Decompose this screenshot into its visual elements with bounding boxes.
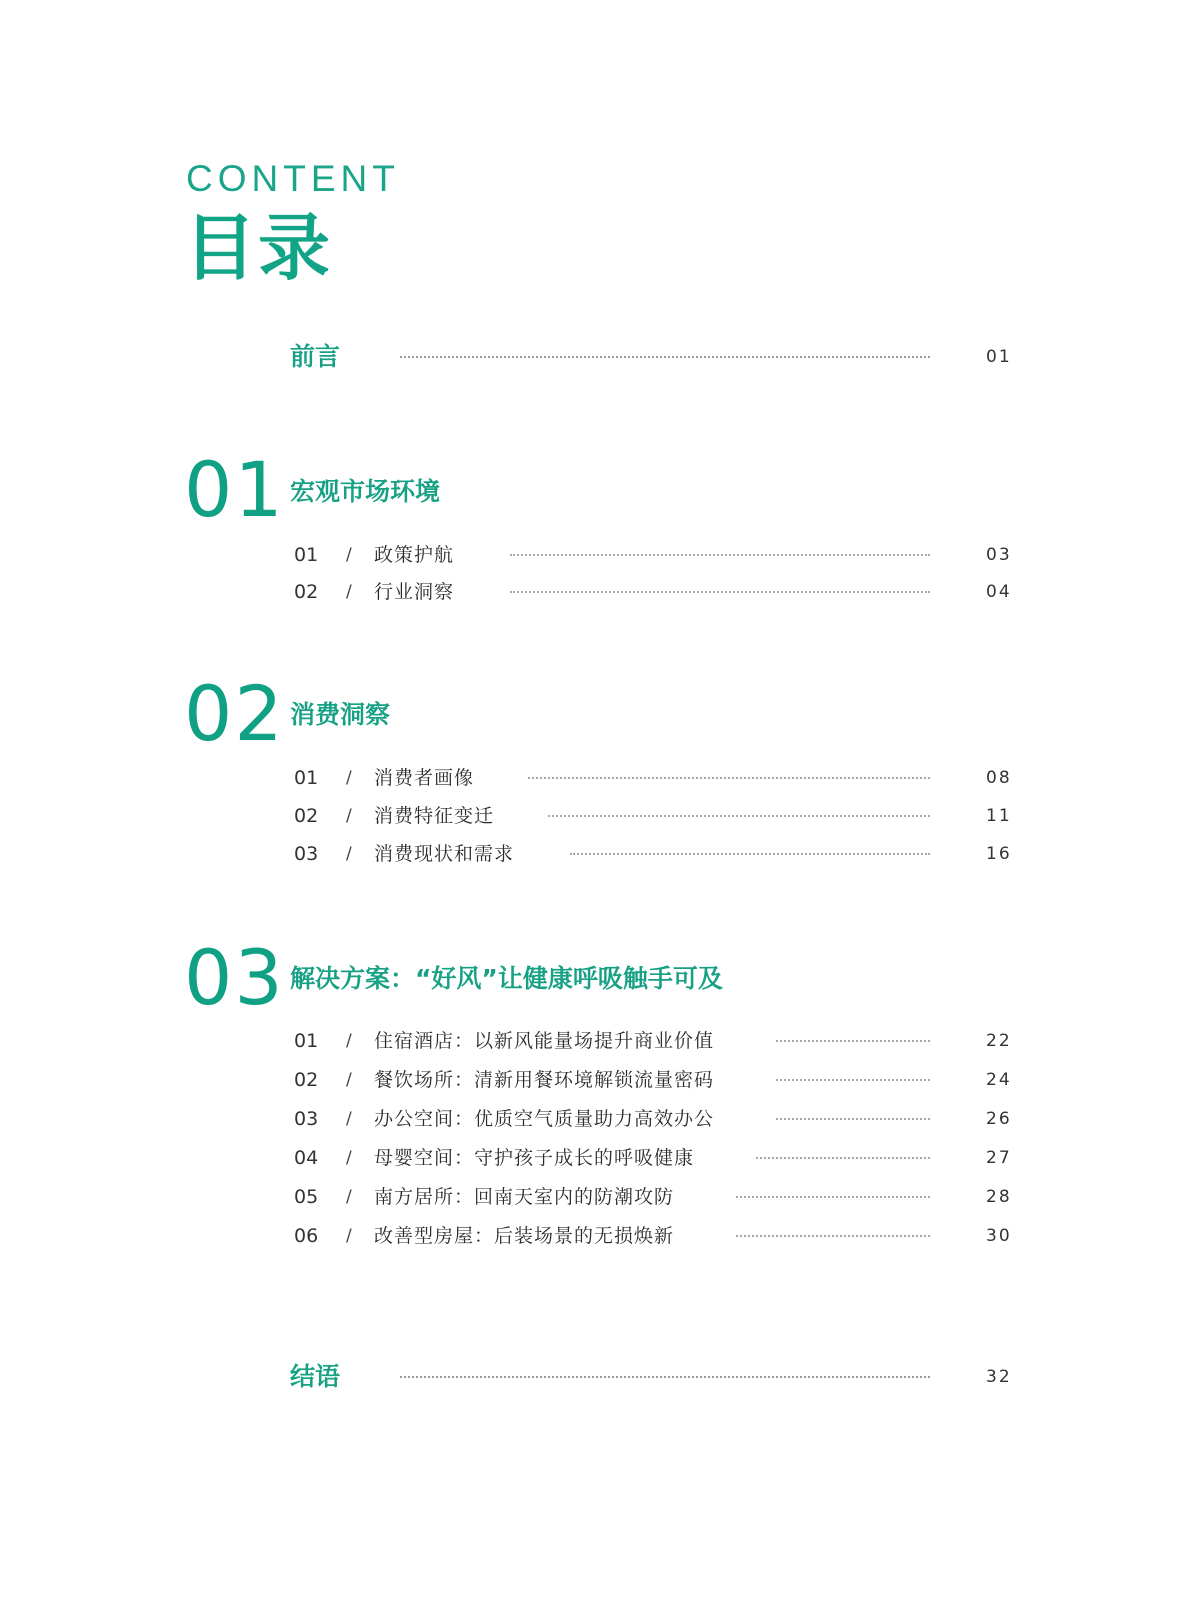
toc-subentry[interactable] <box>0 1180 1200 1214</box>
page-number: 04 <box>986 582 1012 602</box>
subentry-number: 02 <box>294 1069 319 1091</box>
subentry-title: 消费现状和需求 <box>374 843 515 865</box>
subentry-separator: / <box>346 582 352 602</box>
leader-dots <box>400 1376 930 1378</box>
toc-subentry[interactable] <box>0 1219 1200 1253</box>
page-number: 16 <box>986 844 1012 864</box>
toc-subentry[interactable] <box>0 1141 1200 1175</box>
subentry-separator: / <box>346 1070 352 1090</box>
page-number: 27 <box>986 1148 1012 1168</box>
section-title: 宏观市场环境 <box>290 477 441 506</box>
subentry-separator: / <box>346 844 352 864</box>
toc-subentry[interactable] <box>0 538 1200 572</box>
leader-dots <box>776 1079 930 1081</box>
section-number: 02 <box>184 669 285 758</box>
subentry-number: 01 <box>294 544 319 566</box>
subentry-separator: / <box>346 1109 352 1129</box>
section-number: 03 <box>184 933 285 1022</box>
subentry-title: 办公空间：优质空气质量助力高效办公 <box>374 1108 715 1130</box>
page-number: 11 <box>986 806 1012 826</box>
leader-dots <box>776 1040 930 1042</box>
subentry-number: 03 <box>294 1108 319 1130</box>
subentry-title: 住宿酒店：以新风能量场提升商业价值 <box>374 1030 715 1052</box>
toc-entry-conclusion[interactable] <box>0 1357 1200 1397</box>
subentry-number: 05 <box>294 1186 319 1208</box>
leader-dots <box>528 777 930 779</box>
subentry-number: 04 <box>294 1147 319 1169</box>
subentry-title: 消费者画像 <box>374 767 475 789</box>
leader-dots <box>736 1235 930 1237</box>
page-number: 08 <box>986 768 1012 788</box>
subentry-separator: / <box>346 1187 352 1207</box>
leader-dots <box>756 1157 930 1159</box>
content-heading-zh: 目录 <box>184 206 333 290</box>
leader-dots <box>736 1196 930 1198</box>
preface-label: 前言 <box>290 342 341 371</box>
subentry-title: 行业洞察 <box>374 581 455 603</box>
content-heading-en: CONTENT <box>186 158 400 199</box>
page-number: 24 <box>986 1070 1012 1090</box>
toc-entry-preface[interactable] <box>0 337 1200 377</box>
toc-subentry[interactable] <box>0 1063 1200 1097</box>
subentry-separator: / <box>346 1226 352 1246</box>
subentry-title: 改善型房屋：后装场景的无损焕新 <box>374 1225 675 1247</box>
subentry-separator: / <box>346 1031 352 1051</box>
leader-dots <box>400 356 930 358</box>
page-number: 26 <box>986 1109 1012 1129</box>
page-number: 22 <box>986 1031 1012 1051</box>
subentry-number: 02 <box>294 805 319 827</box>
toc-subentry[interactable] <box>0 837 1200 871</box>
subentry-title: 母婴空间：守护孩子成长的呼吸健康 <box>374 1147 695 1169</box>
section-title: 解决方案：“好风”让健康呼吸触手可及 <box>290 964 723 993</box>
leader-dots <box>776 1118 930 1120</box>
subentry-title: 政策护航 <box>374 544 455 566</box>
subentry-separator: / <box>346 545 352 565</box>
leader-dots <box>570 853 930 855</box>
conclusion-label: 结语 <box>290 1362 341 1391</box>
subentry-number: 06 <box>294 1225 319 1247</box>
subentry-number: 01 <box>294 767 319 789</box>
section-title: 消费洞察 <box>290 700 391 729</box>
page-number: 01 <box>986 347 1012 367</box>
toc-subentry[interactable] <box>0 1024 1200 1058</box>
toc-subentry[interactable] <box>0 799 1200 833</box>
toc-subentry[interactable] <box>0 761 1200 795</box>
subentry-number: 02 <box>294 581 319 603</box>
subentry-title: 消费特征变迁 <box>374 805 495 827</box>
subentry-title: 餐饮场所：清新用餐环境解锁流量密码 <box>374 1069 715 1091</box>
subentry-title: 南方居所：回南天室内的防潮攻防 <box>374 1186 675 1208</box>
page-number: 32 <box>986 1367 1012 1387</box>
toc-subentry[interactable] <box>0 575 1200 609</box>
subentry-number: 03 <box>294 843 319 865</box>
subentry-separator: / <box>346 806 352 826</box>
subentry-number: 01 <box>294 1030 319 1052</box>
leader-dots <box>510 591 930 593</box>
page-number: 28 <box>986 1187 1012 1207</box>
toc-subentry[interactable] <box>0 1102 1200 1136</box>
section-number: 01 <box>184 445 285 534</box>
leader-dots <box>510 554 930 556</box>
leader-dots <box>548 815 930 817</box>
page-number: 30 <box>986 1226 1012 1246</box>
subentry-separator: / <box>346 1148 352 1168</box>
subentry-separator: / <box>346 768 352 788</box>
page-number: 03 <box>986 545 1012 565</box>
